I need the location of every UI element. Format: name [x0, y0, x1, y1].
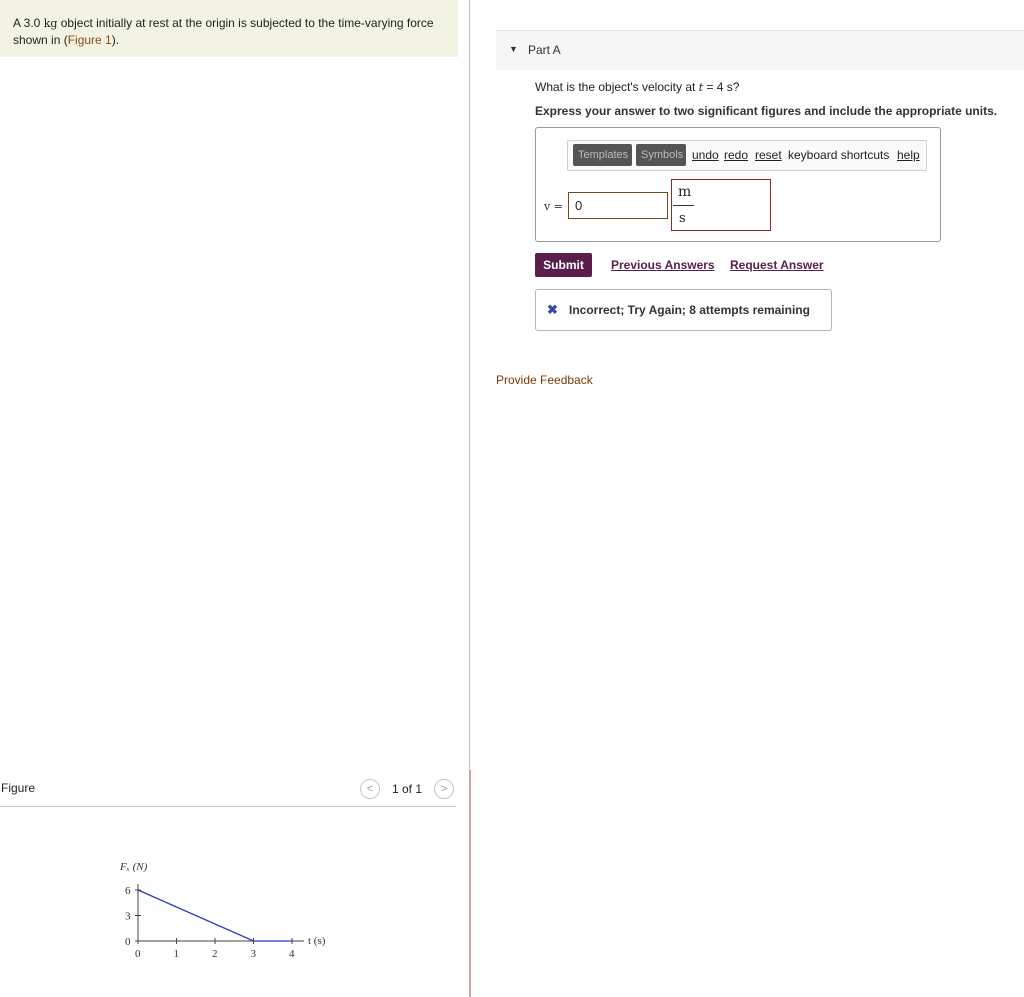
part-title[interactable]: Part A [528, 43, 561, 57]
x-tick-label: 3 [250, 948, 256, 960]
question-variable: t [698, 81, 704, 94]
velocity-value-input[interactable] [568, 192, 668, 219]
panel-divider-accent [469, 770, 471, 997]
feedback-message: Incorrect; Try Again; 8 attempts remaining [569, 303, 810, 317]
question-suffix: = 4 s? [703, 80, 740, 94]
y-tick-label: 3 [125, 910, 131, 923]
templates-button[interactable]: Templates [573, 144, 632, 166]
problem-statement [13, 15, 453, 48]
y-tick-label: 6 [125, 885, 131, 897]
figure-link[interactable]: Figure 1 [67, 33, 112, 47]
request-answer-link[interactable]: Request Answer [730, 258, 824, 272]
force-data-point [291, 940, 293, 942]
x-tick-label: 4 [289, 948, 295, 960]
variable-label: v = [544, 200, 563, 213]
y-axis-label: Fₓ (N) [120, 861, 148, 873]
x-axis-label: t (s) [308, 935, 326, 947]
next-figure-button[interactable]: > [434, 779, 454, 799]
figure-separator [0, 806, 456, 807]
force-time-chart [110, 850, 340, 965]
incorrect-x-icon: ✖ [547, 302, 558, 317]
unit-fraction-bar [673, 205, 694, 206]
keyboard-shortcuts-button[interactable]: keyboard shortcuts [788, 148, 890, 162]
previous-answers-link[interactable]: Previous Answers [611, 258, 715, 272]
question-prefix: What is the object's velocity at [535, 80, 699, 94]
force-data-point [137, 889, 139, 891]
part-a-header[interactable] [496, 30, 1024, 70]
problem-text-middle: object initially at rest at the origin is subjected to the time-varying force shown in ( [13, 16, 434, 47]
figure-label: Figure [1, 781, 36, 795]
provide-feedback-link[interactable]: Provide Feedback [496, 373, 593, 387]
problem-text-start: A 3.0 [13, 16, 44, 30]
force-data-point [253, 940, 255, 942]
question-text [535, 80, 739, 94]
reset-button[interactable]: reset [755, 148, 782, 162]
x-tick-label: 1 [173, 948, 179, 960]
x-tick-label: 2 [212, 948, 218, 960]
force-series-line [138, 890, 292, 941]
submit-button[interactable]: Submit [535, 253, 592, 277]
collapse-caret-icon[interactable]: ▼ [509, 44, 518, 54]
help-button[interactable]: help [897, 148, 920, 162]
answer-instruction: Express your answer to two significant figures and include the appropriate units. [535, 104, 998, 118]
figure-page-indicator: 1 of 1 [392, 782, 423, 796]
prev-figure-button[interactable]: < [360, 779, 380, 799]
unit-denominator: s [679, 211, 686, 226]
x-tick-label: 0 [135, 948, 141, 960]
y-tick-label: 0 [125, 936, 131, 948]
redo-button[interactable]: redo [724, 148, 749, 162]
problem-unit-kg: kg [43, 17, 58, 30]
problem-text-end: ). [111, 33, 120, 47]
undo-button[interactable]: undo [692, 148, 719, 162]
symbols-button[interactable]: Symbols [636, 144, 686, 166]
unit-numerator: m [678, 184, 692, 200]
